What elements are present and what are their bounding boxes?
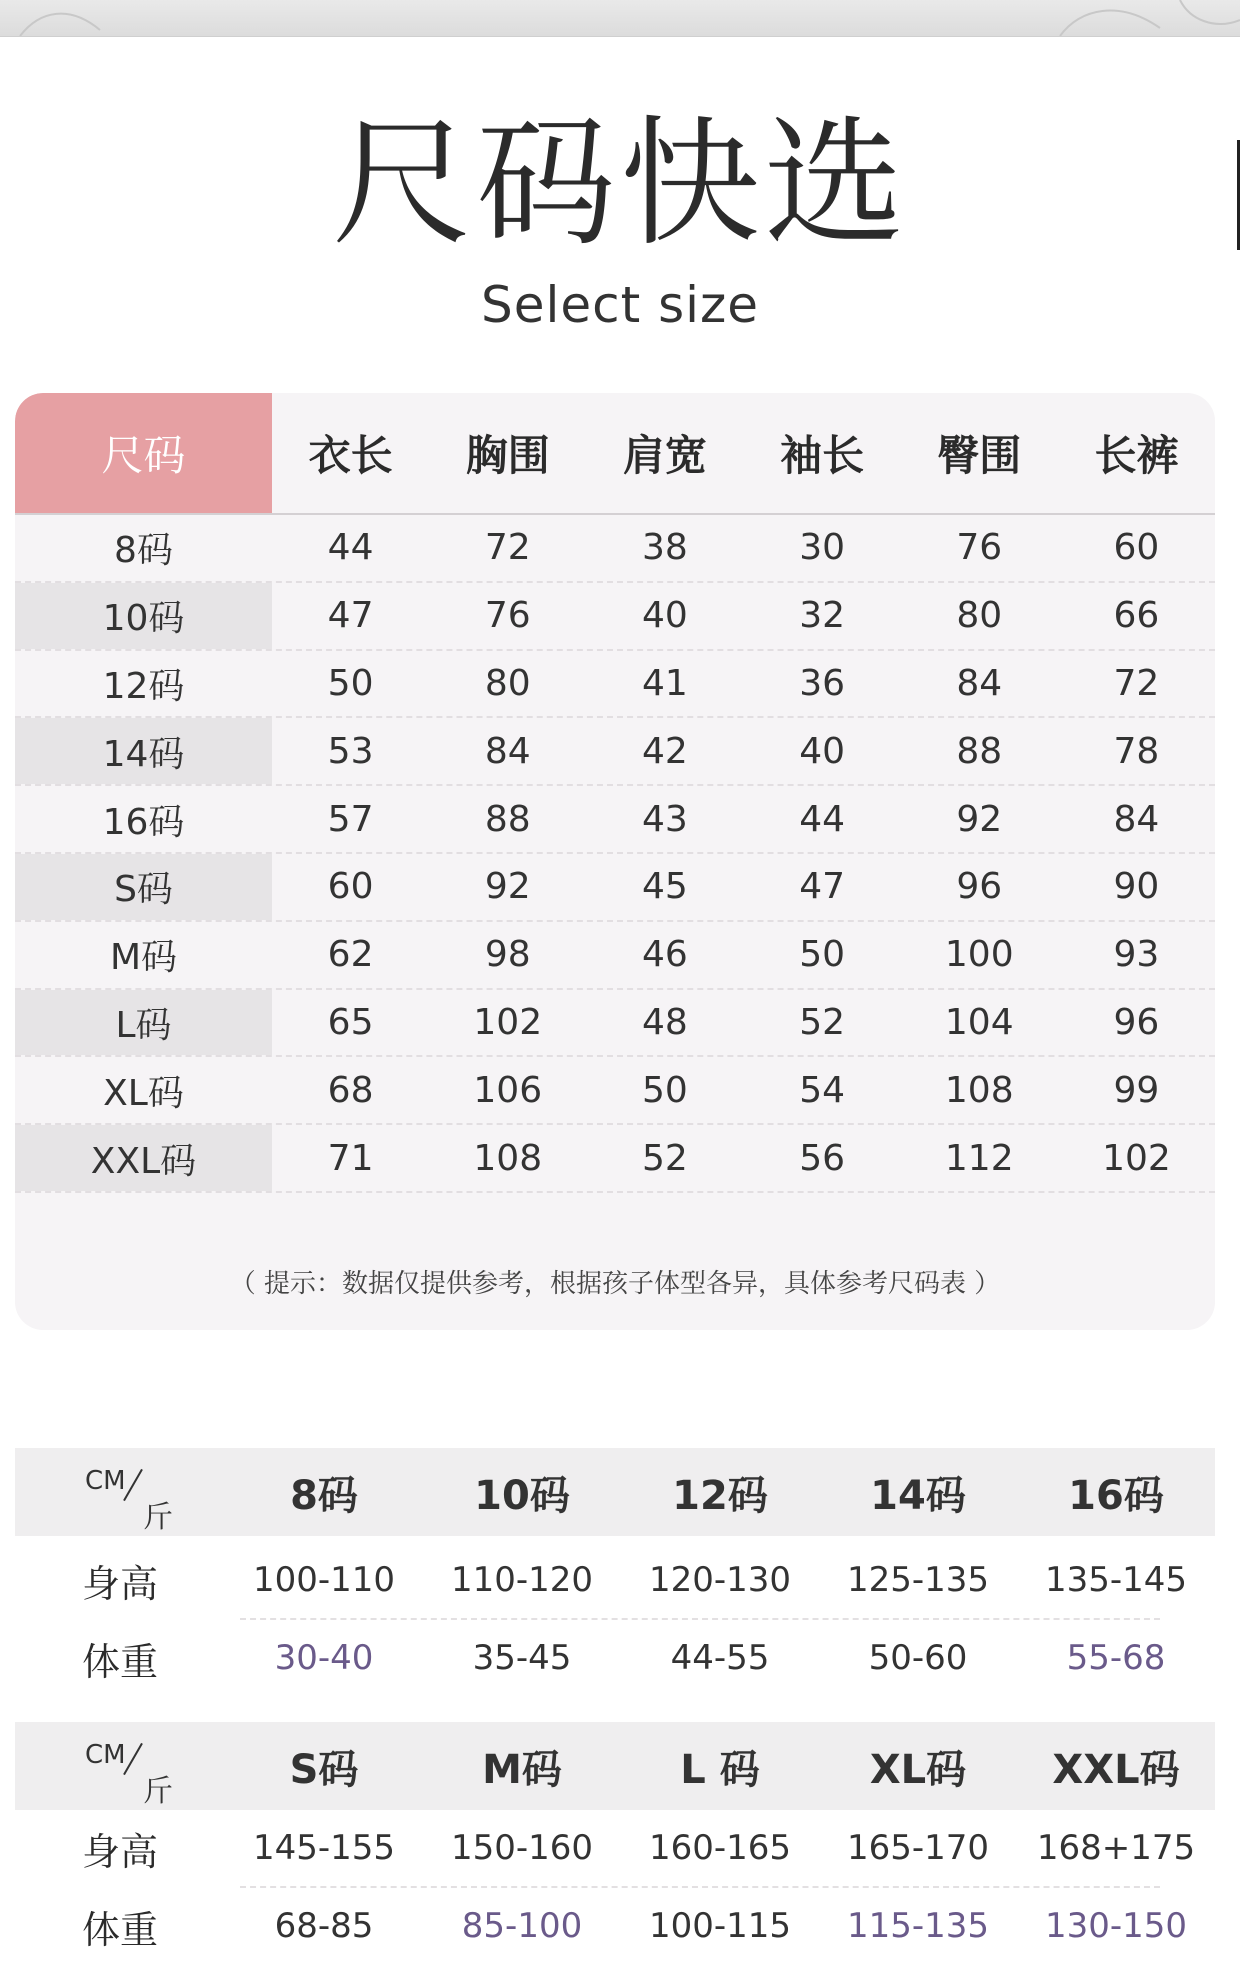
- weight-label: 体重: [81, 1639, 158, 1684]
- size-chart-rows: [15, 515, 1215, 1193]
- weight-value: 50-60: [868, 1638, 968, 1678]
- height-value: 125-135: [846, 1560, 990, 1600]
- cell-size: XXL码: [15, 1125, 272, 1191]
- cell-sleeve: 40: [799, 730, 845, 772]
- cell-pants: 93: [1113, 934, 1160, 976]
- fit1-height-row: [15, 1542, 1215, 1618]
- cell-pants: 78: [1113, 730, 1160, 772]
- weight-value: 130-150: [1044, 1906, 1188, 1946]
- cell-shoulder: 38: [642, 527, 688, 569]
- height-label: 身高: [81, 1829, 158, 1874]
- table-row: [15, 583, 1215, 651]
- cell-chest: 108: [473, 1137, 543, 1179]
- height-value: 120-130: [648, 1560, 792, 1600]
- table-row: [15, 922, 1215, 990]
- fit1-size: 12码: [672, 1472, 768, 1519]
- cell-pants: 99: [1113, 1069, 1160, 1111]
- cell-size: 12码: [102, 665, 185, 707]
- cell-size: S码: [15, 854, 272, 920]
- unit-jin: 斤: [143, 1500, 173, 1535]
- table-row: [15, 1125, 1215, 1193]
- header-chest: 胸围: [465, 431, 550, 480]
- cell-pants: 66: [1113, 595, 1160, 637]
- cell-chest: 80: [484, 662, 531, 704]
- fit2-size: S码: [289, 1746, 359, 1793]
- table-row: [15, 515, 1215, 583]
- cell-sleeve: 30: [799, 527, 845, 569]
- cell-shoulder: 45: [642, 866, 688, 908]
- fit2-height-row: [15, 1810, 1215, 1886]
- cell-hip: 104: [944, 1001, 1014, 1043]
- cell-shoulder: 40: [642, 595, 688, 637]
- cell-length: 65: [327, 1001, 374, 1043]
- cell-hip: 76: [956, 527, 1003, 569]
- cell-length: 53: [327, 730, 374, 772]
- cell-chest: 84: [484, 730, 531, 772]
- height-value: 165-170: [846, 1828, 990, 1868]
- fit-table-1: [15, 1448, 1215, 1696]
- height-value: 135-145: [1044, 1560, 1188, 1600]
- weight-value: 68-85: [274, 1906, 374, 1946]
- fit2-weight-row: [15, 1888, 1215, 1964]
- height-value: 110-120: [450, 1560, 594, 1600]
- cell-shoulder: 41: [642, 662, 688, 704]
- cell-length: 50: [327, 662, 374, 704]
- weight-value: 35-45: [472, 1638, 572, 1678]
- cell-shoulder: 52: [642, 1137, 688, 1179]
- cell-length: 60: [327, 866, 374, 908]
- cell-length: 47: [327, 595, 374, 637]
- cell-size: 10码: [15, 583, 272, 649]
- cell-length: 57: [327, 798, 374, 840]
- cell-hip: 96: [956, 866, 1003, 908]
- weight-value: 30-40: [274, 1638, 374, 1678]
- cell-pants: 60: [1113, 527, 1160, 569]
- cell-pants: 84: [1113, 798, 1160, 840]
- cell-size: 14码: [15, 718, 272, 784]
- fit2-size: M码: [482, 1746, 562, 1793]
- cell-length: 68: [327, 1069, 374, 1111]
- cell-shoulder: 48: [642, 1001, 688, 1043]
- table-row: [15, 718, 1215, 786]
- fit1-size: 10码: [474, 1472, 570, 1519]
- header-hip: 臀围: [937, 431, 1022, 480]
- fit2-size: XXL码: [1052, 1746, 1180, 1793]
- cell-length: 71: [327, 1137, 374, 1179]
- cell-chest: 92: [484, 866, 531, 908]
- size-hint: （ 提示：数据仅提供参考，根据孩子体型各异，具体参考尺码表 ）: [229, 1269, 1001, 1299]
- height-value: 100-110: [252, 1560, 396, 1600]
- height-value: 150-160: [450, 1828, 594, 1868]
- cell-length: 62: [327, 934, 374, 976]
- cell-sleeve: 32: [799, 595, 845, 637]
- cell-chest: 106: [473, 1069, 543, 1111]
- header-size: 尺码: [15, 393, 272, 513]
- cell-pants: 102: [1102, 1137, 1171, 1179]
- top-decorative-strip: [0, 0, 1240, 37]
- cell-sleeve: 56: [799, 1137, 845, 1179]
- header-pants: 长裤: [1094, 431, 1179, 480]
- fit-table-2: [15, 1722, 1215, 1964]
- fit1-size: 16码: [1068, 1472, 1164, 1519]
- cell-sleeve: 36: [799, 662, 845, 704]
- cell-sleeve: 52: [799, 1001, 845, 1043]
- cell-sleeve: 47: [799, 866, 845, 908]
- table-row: [15, 1057, 1215, 1125]
- cell-chest: 72: [484, 527, 531, 569]
- size-chart-card: [15, 393, 1215, 1330]
- fit1-weight-row: [15, 1620, 1215, 1696]
- weight-value: 100-115: [648, 1906, 792, 1946]
- cell-size: 8码: [114, 530, 173, 572]
- size-chart-header-row: [15, 393, 1215, 515]
- cell-pants: 96: [1113, 1001, 1160, 1043]
- header-shoulder: 肩宽: [622, 431, 707, 480]
- cell-size: 16码: [102, 801, 185, 843]
- cell-pants: 72: [1113, 662, 1160, 704]
- height-label: 身高: [81, 1561, 158, 1606]
- unit-slash: [123, 1469, 143, 1501]
- unit-label: [15, 1722, 225, 1810]
- header-sleeve: 袖长: [780, 431, 865, 480]
- cell-shoulder: 46: [642, 934, 688, 976]
- page-title: 尺码快选: [331, 103, 908, 266]
- fit-table-1-header: [15, 1448, 1215, 1536]
- table-row: [15, 990, 1215, 1058]
- cell-hip: 100: [944, 934, 1014, 976]
- cell-hip: 92: [956, 798, 1003, 840]
- cell-size: L码: [15, 990, 272, 1056]
- cell-shoulder: 42: [642, 730, 688, 772]
- weight-value: 55-68: [1066, 1638, 1166, 1678]
- cell-length: 44: [327, 527, 374, 569]
- cell-hip: 80: [956, 595, 1003, 637]
- weight-value: 44-55: [670, 1638, 770, 1678]
- unit-jin: 斤: [143, 1774, 173, 1809]
- fit2-size: XL码: [869, 1746, 967, 1793]
- table-row: [15, 786, 1215, 854]
- height-value: 168+175: [1036, 1828, 1196, 1868]
- cell-chest: 76: [484, 595, 531, 637]
- unit-label: [15, 1448, 225, 1536]
- weight-value: 85-100: [461, 1906, 583, 1946]
- cell-hip: 112: [944, 1137, 1014, 1179]
- cell-chest: 102: [473, 1001, 543, 1043]
- cell-sleeve: 44: [799, 798, 845, 840]
- cell-size: XL码: [103, 1072, 184, 1114]
- unit-slash: [123, 1743, 143, 1775]
- floral-pattern-icon: [0, 0, 1240, 36]
- cell-pants: 90: [1113, 866, 1160, 908]
- cell-hip: 84: [956, 662, 1003, 704]
- height-value: 160-165: [648, 1828, 792, 1868]
- cell-chest: 88: [484, 798, 531, 840]
- unit-cm: CM: [85, 1466, 126, 1496]
- cell-hip: 88: [956, 730, 1003, 772]
- page-subtitle: Select size: [480, 276, 760, 334]
- unit-cm: CM: [85, 1740, 126, 1770]
- table-row: [15, 651, 1215, 719]
- cell-shoulder: 43: [642, 798, 688, 840]
- fit-table-2-header: [15, 1722, 1215, 1810]
- cell-shoulder: 50: [642, 1069, 688, 1111]
- weight-label: 体重: [81, 1907, 158, 1952]
- fit1-size: 8码: [290, 1472, 358, 1519]
- fit1-size: 14码: [870, 1472, 966, 1519]
- cell-size: M码: [109, 937, 178, 979]
- cell-sleeve: 50: [799, 934, 845, 976]
- weight-value: 115-135: [846, 1906, 990, 1946]
- height-value: 145-155: [252, 1828, 396, 1868]
- cell-hip: 108: [944, 1069, 1014, 1111]
- cell-chest: 98: [484, 934, 531, 976]
- fit2-size: L 码: [680, 1746, 760, 1793]
- cell-sleeve: 54: [799, 1069, 845, 1111]
- header-length: 衣长: [308, 431, 393, 480]
- table-row: [15, 854, 1215, 922]
